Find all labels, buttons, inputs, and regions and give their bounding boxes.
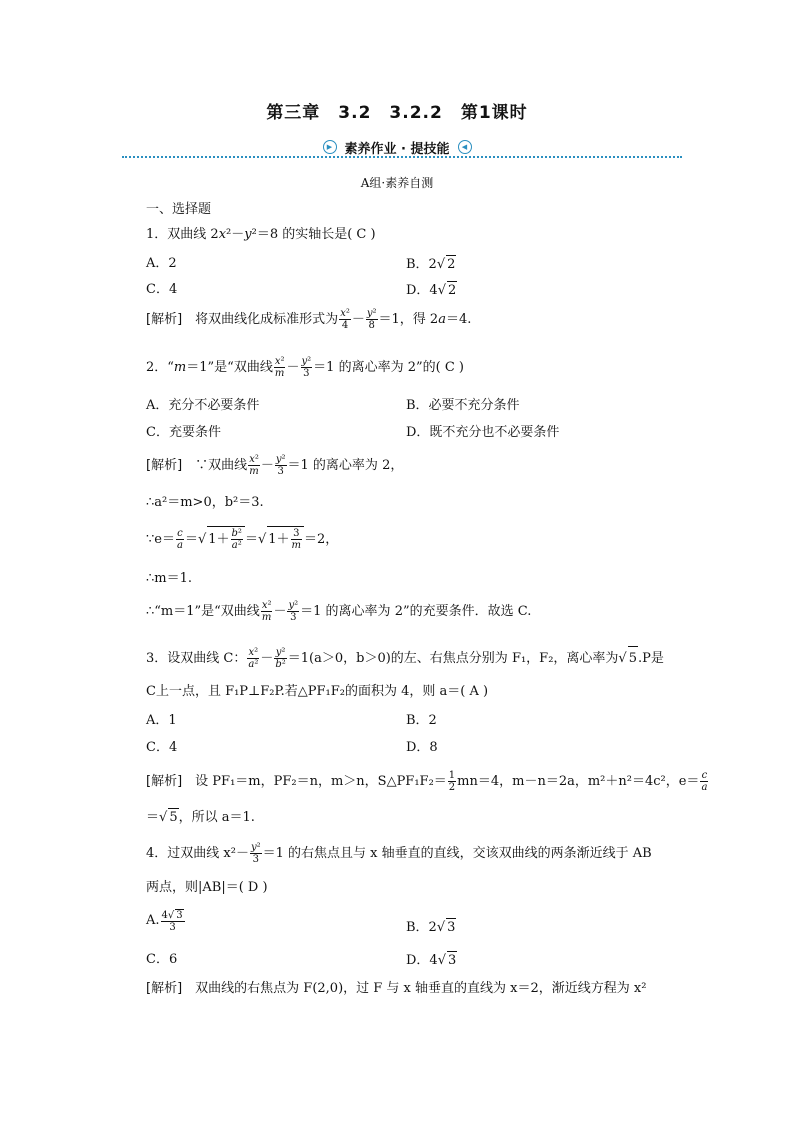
q1-option-b: B．2√ 2: [406, 257, 456, 272]
q3-option-c: C．4: [146, 740, 178, 755]
q4-analysis-line1: [解析] 双曲线的右焦点为 F(2,0)，过 F 与 x 轴垂直的直线为 x＝2，渐近线方程为 x²: [146, 981, 647, 996]
q2-analysis-line2: ∴a²＝m>0，b²＝3.: [146, 495, 264, 510]
part-title: 一、选择题: [146, 202, 212, 217]
q2-analysis-line5: ∴“m＝1”是“双曲线 $\frac{\text{x²}}{m}$ － $\frac{\text{y²}}{3}$ ＝1 的离心率为 2”的充要条件．故选 C.: [146, 600, 532, 623]
q4-option-d: D．4√ 3: [406, 953, 457, 968]
q2-option-d: D．既不充分也不必要条件: [406, 425, 560, 440]
q3-option-a: A．1: [146, 713, 177, 728]
banner: [0, 134, 794, 157]
q2-stem: 2．“m＝1”是“双曲线 $\frac{\text{x²}}{m}$ － $\frac{\text{y²}}{3}$ ＝1 的离心率为 2”的( C ): [146, 356, 464, 379]
q2-analysis-line4: ∴m＝1.: [146, 571, 193, 586]
q4-option-a: A. $\frac{4√ 3}{3}$: [146, 909, 183, 933]
q4-option-c: C．6: [146, 952, 178, 967]
q1-analysis: [解析] 将双曲线化成标准形式为 $\frac{\text{x²}}{4}$ － $\frac{\text{y²}}{8}$ ＝1，得 2a＝4.: [146, 308, 472, 331]
q2-analysis-line3: ∵e＝ $\frac{c}{a}$ ＝√ 1＋ $\frac{\text{b²}}{\text{a²}}$ ＝√ 1＋ $\frac{3}{m}$ ＝2，: [146, 528, 339, 551]
q1-option-c: C．4: [146, 282, 178, 297]
q3-analysis-line2: ＝√ 5，所以 a＝1.: [146, 810, 255, 825]
q1-stem: 1．双曲线 2x²－y²＝8 的实轴长是( C ): [146, 227, 376, 242]
q2-option-a: A．充分不必要条件: [146, 398, 260, 413]
q2-option-c: C．充要条件: [146, 425, 221, 440]
section-title: A组·素养自测: [360, 176, 434, 190]
q4-stem-line2: 两点，则|AB|＝( D ): [146, 880, 268, 895]
q3-option-d: D．8: [406, 740, 438, 755]
q2-option-b: B．必要不充分条件: [406, 398, 520, 413]
q3-stem-line2: C上一点，且 F₁P⊥F₂P.若△PF₁F₂的面积为 4，则 a＝( A ): [146, 684, 489, 699]
play-left-icon: ◀: [458, 140, 472, 154]
q1-option-a: A．2: [146, 256, 177, 271]
q4-option-b: B．2√ 3: [406, 920, 456, 935]
q2-analysis-line1: [解析] ∵双曲线 $\frac{\text{x²}}{m}$ － $\frac{\text{y²}}{3}$ ＝1 的离心率为 2，: [146, 454, 404, 477]
q1-option-d: D．4√ 2: [406, 283, 457, 298]
q3-stem-line1: 3．设双曲线 C： $\frac{\text{x²}}{\text{a²}}$ － $\frac{\text{y²}}{\text{b²}}$ ＝1(a＞0，b＞0)的左、右焦点分别为 F₁，F₂，离心率为√ 5.P是: [146, 647, 664, 670]
q3-option-b: B．2: [406, 713, 437, 728]
page-title: 第三章 3.2 3.2.2 第1课时: [266, 103, 528, 123]
q4-stem-line1: 4．过双曲线 x²－ $\frac{\text{y²}}{3}$ ＝1 的右焦点且与 x 轴垂直的直线，交该双曲线的两条渐近线于 AB: [146, 842, 652, 865]
play-right-icon: ▶: [323, 140, 337, 154]
q3-analysis-line1: [解析] 设 PF₁＝m，PF₂＝n，m＞n，S△PF₁F₂＝ $\frac{1}{2}$ mn＝4，m－n＝2a，m²＋n²＝4c²，e＝ $\frac{c}{a}$: [146, 770, 708, 793]
dotted-divider: [122, 156, 682, 158]
banner-label: 素养作业 · 提技能: [344, 141, 450, 157]
